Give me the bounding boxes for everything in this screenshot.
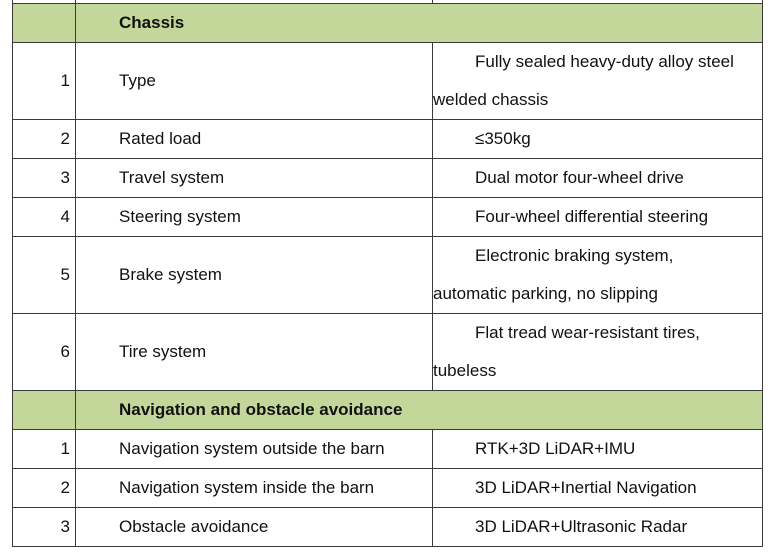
row-parameter: Brake system — [76, 237, 433, 314]
row-value-line: Dual motor four-wheel drive — [475, 168, 684, 187]
row-value — [433, 159, 763, 198]
row-value-line: automatic parking, no slipping — [433, 284, 658, 303]
row-value — [433, 430, 763, 469]
row-parameter: Obstacle avoidance — [76, 508, 433, 547]
row-value — [433, 314, 763, 391]
row-number: 3 — [13, 508, 76, 547]
row-value-line: 3D LiDAR+Inertial Navigation — [475, 478, 697, 497]
table-row — [13, 430, 763, 469]
spec-table — [12, 0, 763, 547]
section-header-navigation — [13, 391, 763, 430]
row-number: 6 — [13, 314, 76, 391]
row-value-line: Four-wheel differential steering — [475, 207, 709, 226]
row-parameter: Navigation system outside the barn — [76, 430, 433, 469]
section-header-chassis — [13, 4, 763, 43]
row-number: 5 — [13, 237, 76, 314]
row-number: 3 — [13, 159, 76, 198]
row-value-line: ≤350kg — [475, 129, 531, 148]
row-parameter: Steering system — [76, 198, 433, 237]
row-parameter: Travel system — [76, 159, 433, 198]
row-value-line: Fully sealed heavy-duty alloy steel — [475, 52, 734, 71]
row-number: 2 — [13, 120, 76, 159]
row-parameter: Type — [76, 43, 433, 120]
row-parameter: Rated load — [76, 120, 433, 159]
row-value-line: 3D LiDAR+Ultrasonic Radar — [475, 517, 688, 536]
table-row — [13, 120, 763, 159]
table-row — [13, 314, 763, 391]
table-row — [13, 43, 763, 120]
row-value-line: welded chassis — [433, 90, 549, 109]
row-value — [433, 43, 763, 120]
table-row — [13, 159, 763, 198]
section-num-cell — [13, 4, 76, 43]
table-row — [13, 237, 763, 314]
row-number: 2 — [13, 469, 76, 508]
table-row — [13, 469, 763, 508]
table-row — [13, 508, 763, 547]
row-value-line: Flat tread wear-resistant tires, — [475, 323, 700, 342]
row-number: 1 — [13, 430, 76, 469]
row-value — [433, 120, 763, 159]
row-value-line: tubeless — [433, 361, 497, 380]
row-value — [433, 198, 763, 237]
row-value — [433, 508, 763, 547]
section-title: Chassis — [76, 4, 763, 43]
row-parameter: Tire system — [76, 314, 433, 391]
row-number: 4 — [13, 198, 76, 237]
section-title: Navigation and obstacle avoidance — [76, 391, 763, 430]
section-num-cell — [13, 391, 76, 430]
row-value-line: Electronic braking system, — [475, 246, 674, 265]
row-value-line: RTK+3D LiDAR+IMU — [475, 439, 636, 458]
row-number: 1 — [13, 43, 76, 120]
table-row — [13, 198, 763, 237]
row-value — [433, 469, 763, 508]
row-parameter: Navigation system inside the barn — [76, 469, 433, 508]
row-value — [433, 237, 763, 314]
